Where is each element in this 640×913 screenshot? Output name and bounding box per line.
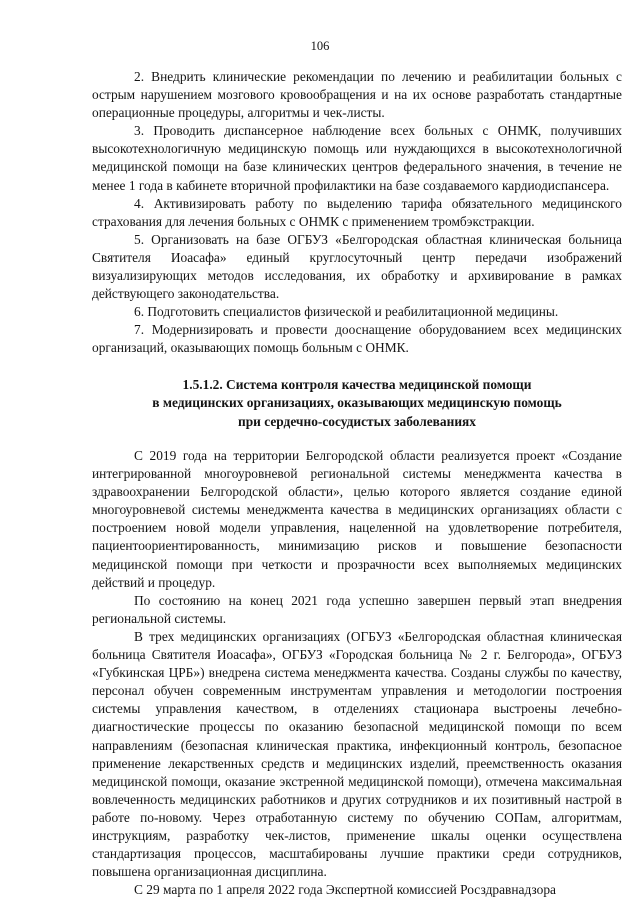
paragraph-three-organizations: В трех медицинских организациях (ОГБУЗ «Белгородская областная клиническая больница Святителя Иоасафа», ОГБУЗ «Городская больница № 2 г. Белгорода», ОГБУЗ «Губкинская ЦРБ») внедрена система менеджмента качества. Созданы службы по качеству, персонал обучен современным инструментам управления и методологии построения системы управления качеством, в отделениях стационара выстроены лечебно-диагностические процессы по оказанию безопасной медицинской помощи по всем направлениям (безопасная клиническая практика, инфекционный контроль, безопасное применение лекарственных средств и медицинских изделий, преемственность оказания медицинской помощи, оказание экстренной медицинской помощи), отмечена максимальная вовлеченность медицинских работников и других сотрудников и их позитивный настрой в работе по-новому. Через отработанную систему по обучению СОПам, алгоритмам, инструкциям, разработку чек-листов, применение шкалы оценки осуществлена стандартизация процессов, масштабированы лучшие практики среди сотрудников, повышена организационная дисциплина. bbox=[92, 628, 622, 880]
paragraph-item-5: 5. Организовать на базе ОГБУЗ «Белгородская областная клиническая больница Святителя Иоасафа» единый круглосуточный центр передачи изображений визуализирующих методов исследования, их обработку и архивирование в рамках действующего законодательства. bbox=[92, 231, 622, 302]
paragraph-expert-commission: С 29 марта по 1 апреля 2022 года Экспертной комиссией Росздравнадзора bbox=[134, 882, 556, 898]
paragraph-item-3: 3. Проводить диспансерное наблюдение всех больных с ОНМК, получивших высокотехнологичную медицинскую помощь или нуждающихся в высокотехнологичной медицинской помощи на базе клинических центров федерального значения, в течение не менее 1 года в кабинете вторичной профилактики на базе создаваемого кардиодиспансера. bbox=[92, 123, 622, 193]
section-heading-line-2: в медицинских организациях, оказывающих медицинскую помощь bbox=[152, 395, 562, 410]
paragraph-item-4: 4. Активизировать работу по выделению тарифа обязательного медицинского страхования для лечения больных с ОНМК с применением тромбэкстракции. bbox=[92, 195, 622, 229]
paragraph-first-stage: По состоянию на конец 2021 года успешно завершен первый этап внедрения региональной системы. bbox=[92, 592, 622, 626]
section-heading-line-3: при сердечно-сосудистых заболеваниях bbox=[238, 413, 476, 429]
paragraph-item-6: 6. Подготовить специалистов физической и реабилитационной медицины. bbox=[134, 304, 559, 320]
paragraph-item-2: 2. Внедрить клинические рекомендации по лечению и реабилитации больных с острым нарушением мозгового кровообращения и на их основе разработать стандартные операционные процедуры, алгоритмы и чек-листы. bbox=[92, 69, 622, 121]
section-heading-line-1: 1.5.1.2. Система контроля качества медицинской помощи bbox=[182, 376, 532, 392]
page-number: 106 bbox=[310, 39, 330, 53]
document-body bbox=[92, 68, 622, 899]
section-heading bbox=[92, 376, 622, 432]
paragraph-item-7: 7. Модернизировать и провести дооснащение оборудованием всех медицинских организаций, оказывающих помощь больным с ОНМК. bbox=[92, 322, 622, 356]
paragraph-project-intro: С 2019 года на территории Белгородской области реализуется проект «Создание интегрированной многоуровневой региональной системы менеджмента качества в здравоохранении Белгородской области», целью которого является создание единой многоуровневой системы менеджмента качества в медицинских организациях области с построением новой модели управления, нацеленной на удовлетворение потребителя, пациентоориентированность, минимизацию рисков и повышение безопасности медицинской помощи при четкости и прозрачности всех выполняемых медицинских действий и процедур. bbox=[92, 448, 622, 590]
